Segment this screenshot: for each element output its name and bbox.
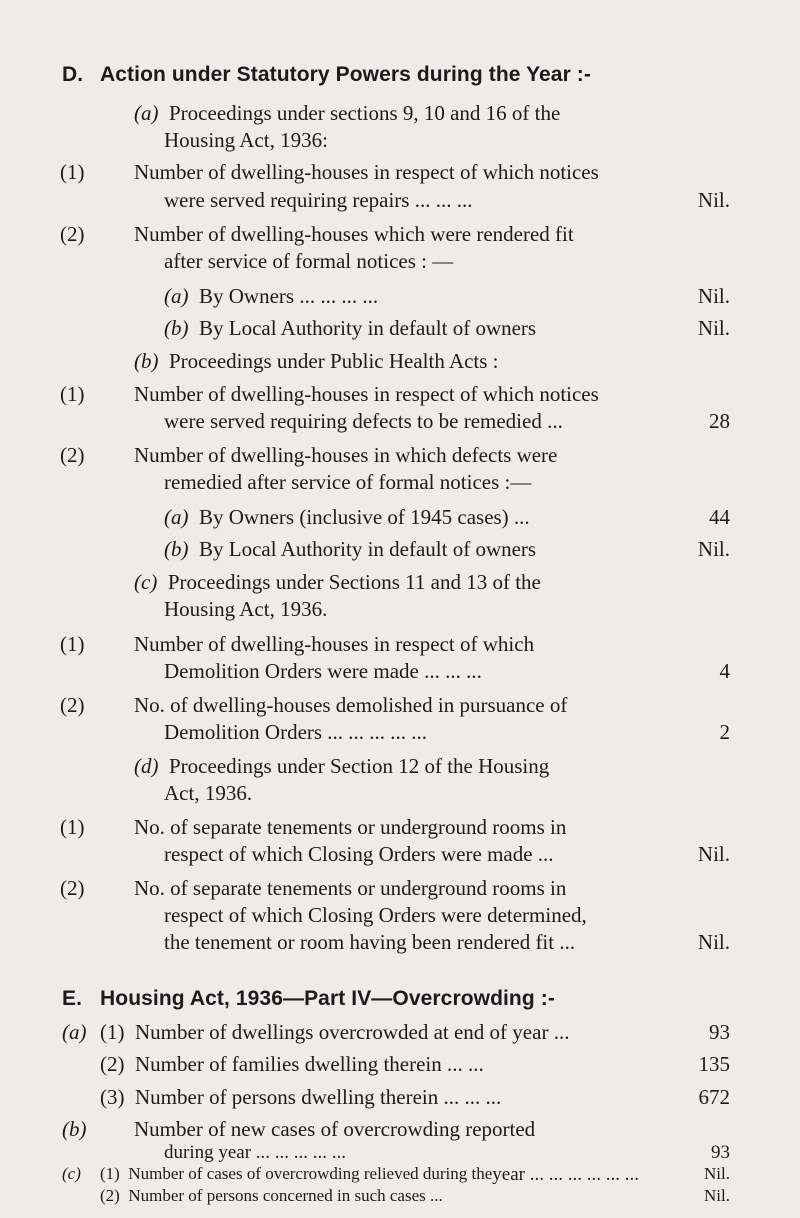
d-a-heading1: Proceedings under sections 9, 10 and 16 of the <box>169 101 561 125</box>
e-a-item1-text: Number of dwellings overcrowded at end of year ... <box>135 1020 570 1044</box>
d-b-item2-b-label: (b) <box>164 537 189 561</box>
e-c-item1-line2: year ... ... ... ... ... ... <box>492 1164 639 1185</box>
d-d-item1-line1: No. of separate tenements or underground rooms in <box>134 815 567 839</box>
d-a-item2-b-text: By Local Authority in default of owners <box>199 316 537 340</box>
d-b-item2-num: (2) <box>60 443 85 467</box>
d-b-heading-line <box>134 349 499 374</box>
d-b-item2-b-value: Nil. <box>697 537 730 561</box>
d-c-heading1: Proceedings under Sections 11 and 13 of the <box>167 570 541 594</box>
d-b-item2-a-text: By Owners (inclusive of 1945 cases) ... <box>199 505 530 529</box>
d-a-heading-line1 <box>134 101 560 126</box>
d-c-item1-value: 4 <box>719 659 730 683</box>
e-c-item2-value: Nil. <box>704 1186 730 1205</box>
d-a-item1-num: (1) <box>60 160 85 184</box>
d-c-item1-num: (1) <box>60 632 85 656</box>
d-b-item1-num: (1) <box>60 382 85 406</box>
d-c-heading2: Housing Act, 1936. <box>164 597 328 621</box>
d-c-item2-line1: No. of dwelling-houses demolished in pursuance of <box>134 693 568 717</box>
d-d-item1-line2: respect of which Closing Orders were made ... <box>164 842 554 866</box>
d-a-item1-value: Nil. <box>697 188 730 212</box>
section-e-letter: E. <box>62 987 83 1010</box>
d-d-item2-line3: the tenement or room having been rendered fit ... <box>164 930 576 954</box>
e-b-label <box>62 1117 87 1142</box>
e-b-value: 93 <box>711 1142 730 1163</box>
e-c-item2-num: (2) <box>100 1186 120 1205</box>
d-a-item2-b <box>164 316 536 341</box>
e-a-item2-num: (2) <box>100 1052 125 1076</box>
d-b-item1-value: 28 <box>709 409 730 433</box>
d-c-label: (c) <box>134 570 158 594</box>
e-a-item3-value: 672 <box>698 1085 730 1109</box>
d-d-heading2: Act, 1936. <box>164 781 253 805</box>
e-a-item3-num: (3) <box>100 1085 125 1109</box>
d-c-heading-line1 <box>134 570 541 595</box>
d-c-item2-value: 2 <box>719 720 730 744</box>
e-b-label-text: (b) <box>62 1117 87 1141</box>
d-a-item2-a-label: (a) <box>164 284 189 308</box>
d-d-item2-value: Nil. <box>697 930 730 954</box>
d-b-item1-line2: were served requiring defects to be remedied ... <box>164 409 563 433</box>
d-a-item2-a-text: By Owners ... ... ... ... <box>199 284 379 308</box>
d-d-item2-line1: No. of separate tenements or underground rooms in <box>134 876 567 900</box>
e-a-item3 <box>100 1085 501 1110</box>
d-c-item1-line2: Demolition Orders were made ... ... ... <box>164 659 482 683</box>
d-d-item1-num: (1) <box>60 815 85 839</box>
d-a-item1-line2: were served requiring repairs ... ... ... <box>164 188 473 212</box>
d-a-item2-a-value: Nil. <box>697 284 730 308</box>
d-b-heading: Proceedings under Public Health Acts : <box>169 349 499 373</box>
d-a-item2-b-value: Nil. <box>697 316 730 340</box>
section-e-heading <box>62 987 555 1011</box>
d-d-heading1: Proceedings under Section 12 of the Housing <box>169 754 550 778</box>
e-a-label <box>62 1020 87 1045</box>
e-a-item2 <box>100 1052 484 1077</box>
e-c-item2-text: Number of persons concerned in such cases ... <box>128 1186 443 1205</box>
e-b-line1: Number of new cases of overcrowding reported <box>134 1117 536 1141</box>
d-b-item2-b-text: By Local Authority in default of owners <box>199 537 537 561</box>
e-a-item2-text: Number of families dwelling therein ... ... <box>135 1052 484 1076</box>
e-a-item1-num: (1) <box>100 1020 125 1044</box>
d-b-item2-b <box>164 537 536 562</box>
d-b-label: (b) <box>134 349 159 373</box>
d-b-item1-line1: Number of dwelling-houses in respect of which notices <box>134 382 599 406</box>
section-d-title: Action under Statutory Powers during the Year :- <box>100 63 591 86</box>
e-c-item1-num: (1) <box>100 1164 120 1183</box>
e-c-item1-line1: Number of cases of overcrowding relieved during the <box>128 1164 493 1183</box>
e-c-item2 <box>100 1186 443 1206</box>
e-c-item1-value: Nil. <box>704 1164 730 1183</box>
d-d-heading-line1 <box>134 754 549 779</box>
d-b-item2-a-value: 44 <box>709 505 730 529</box>
d-c-item2-line2: Demolition Orders ... ... ... ... ... <box>164 720 428 744</box>
d-d-item2-num: (2) <box>60 876 85 900</box>
e-c-label-text: (c) <box>62 1164 81 1183</box>
section-d-heading <box>62 63 591 87</box>
d-d-item1-value: Nil. <box>697 842 730 866</box>
d-d-label: (d) <box>134 754 159 778</box>
d-a-item2-line1: Number of dwelling-houses which were rendered fit <box>134 222 574 246</box>
d-c-item1-line1: Number of dwelling-houses in respect of which <box>134 632 535 656</box>
d-b-item2-line2: remedied after service of formal notices :— <box>164 470 532 494</box>
d-c-item2-num: (2) <box>60 693 85 717</box>
d-b-item2-a <box>164 505 530 530</box>
d-a-heading2: Housing Act, 1936: <box>164 128 328 152</box>
e-c-item1 <box>100 1164 639 1185</box>
d-a-item1-line1: Number of dwelling-houses in respect of which notices <box>134 160 599 184</box>
e-a-item2-value: 135 <box>698 1052 730 1076</box>
e-a-item1 <box>100 1020 569 1045</box>
d-b-item2-line1: Number of dwelling-houses in which defects were <box>134 443 558 467</box>
e-a-item3-text: Number of persons dwelling therein ... ... ... <box>135 1085 502 1109</box>
e-c-label <box>62 1164 81 1184</box>
e-b-line2: during year ... ... ... ... ... <box>164 1142 347 1163</box>
section-e-title: Housing Act, 1936—Part IV—Overcrowding :- <box>100 987 555 1010</box>
d-a-item2-b-label: (b) <box>164 316 189 340</box>
d-a-item2-a <box>164 284 378 309</box>
d-b-item2-a-label: (a) <box>164 505 189 529</box>
d-a-item2-num: (2) <box>60 222 85 246</box>
e-a-label-text: (a) <box>62 1020 87 1044</box>
d-a-label: (a) <box>134 101 159 125</box>
section-d-letter: D. <box>62 63 84 86</box>
d-a-item2-line2: after service of formal notices : — <box>164 249 454 273</box>
d-d-item2-line2: respect of which Closing Orders were determined, <box>164 903 587 927</box>
e-a-item1-value: 93 <box>709 1020 730 1044</box>
